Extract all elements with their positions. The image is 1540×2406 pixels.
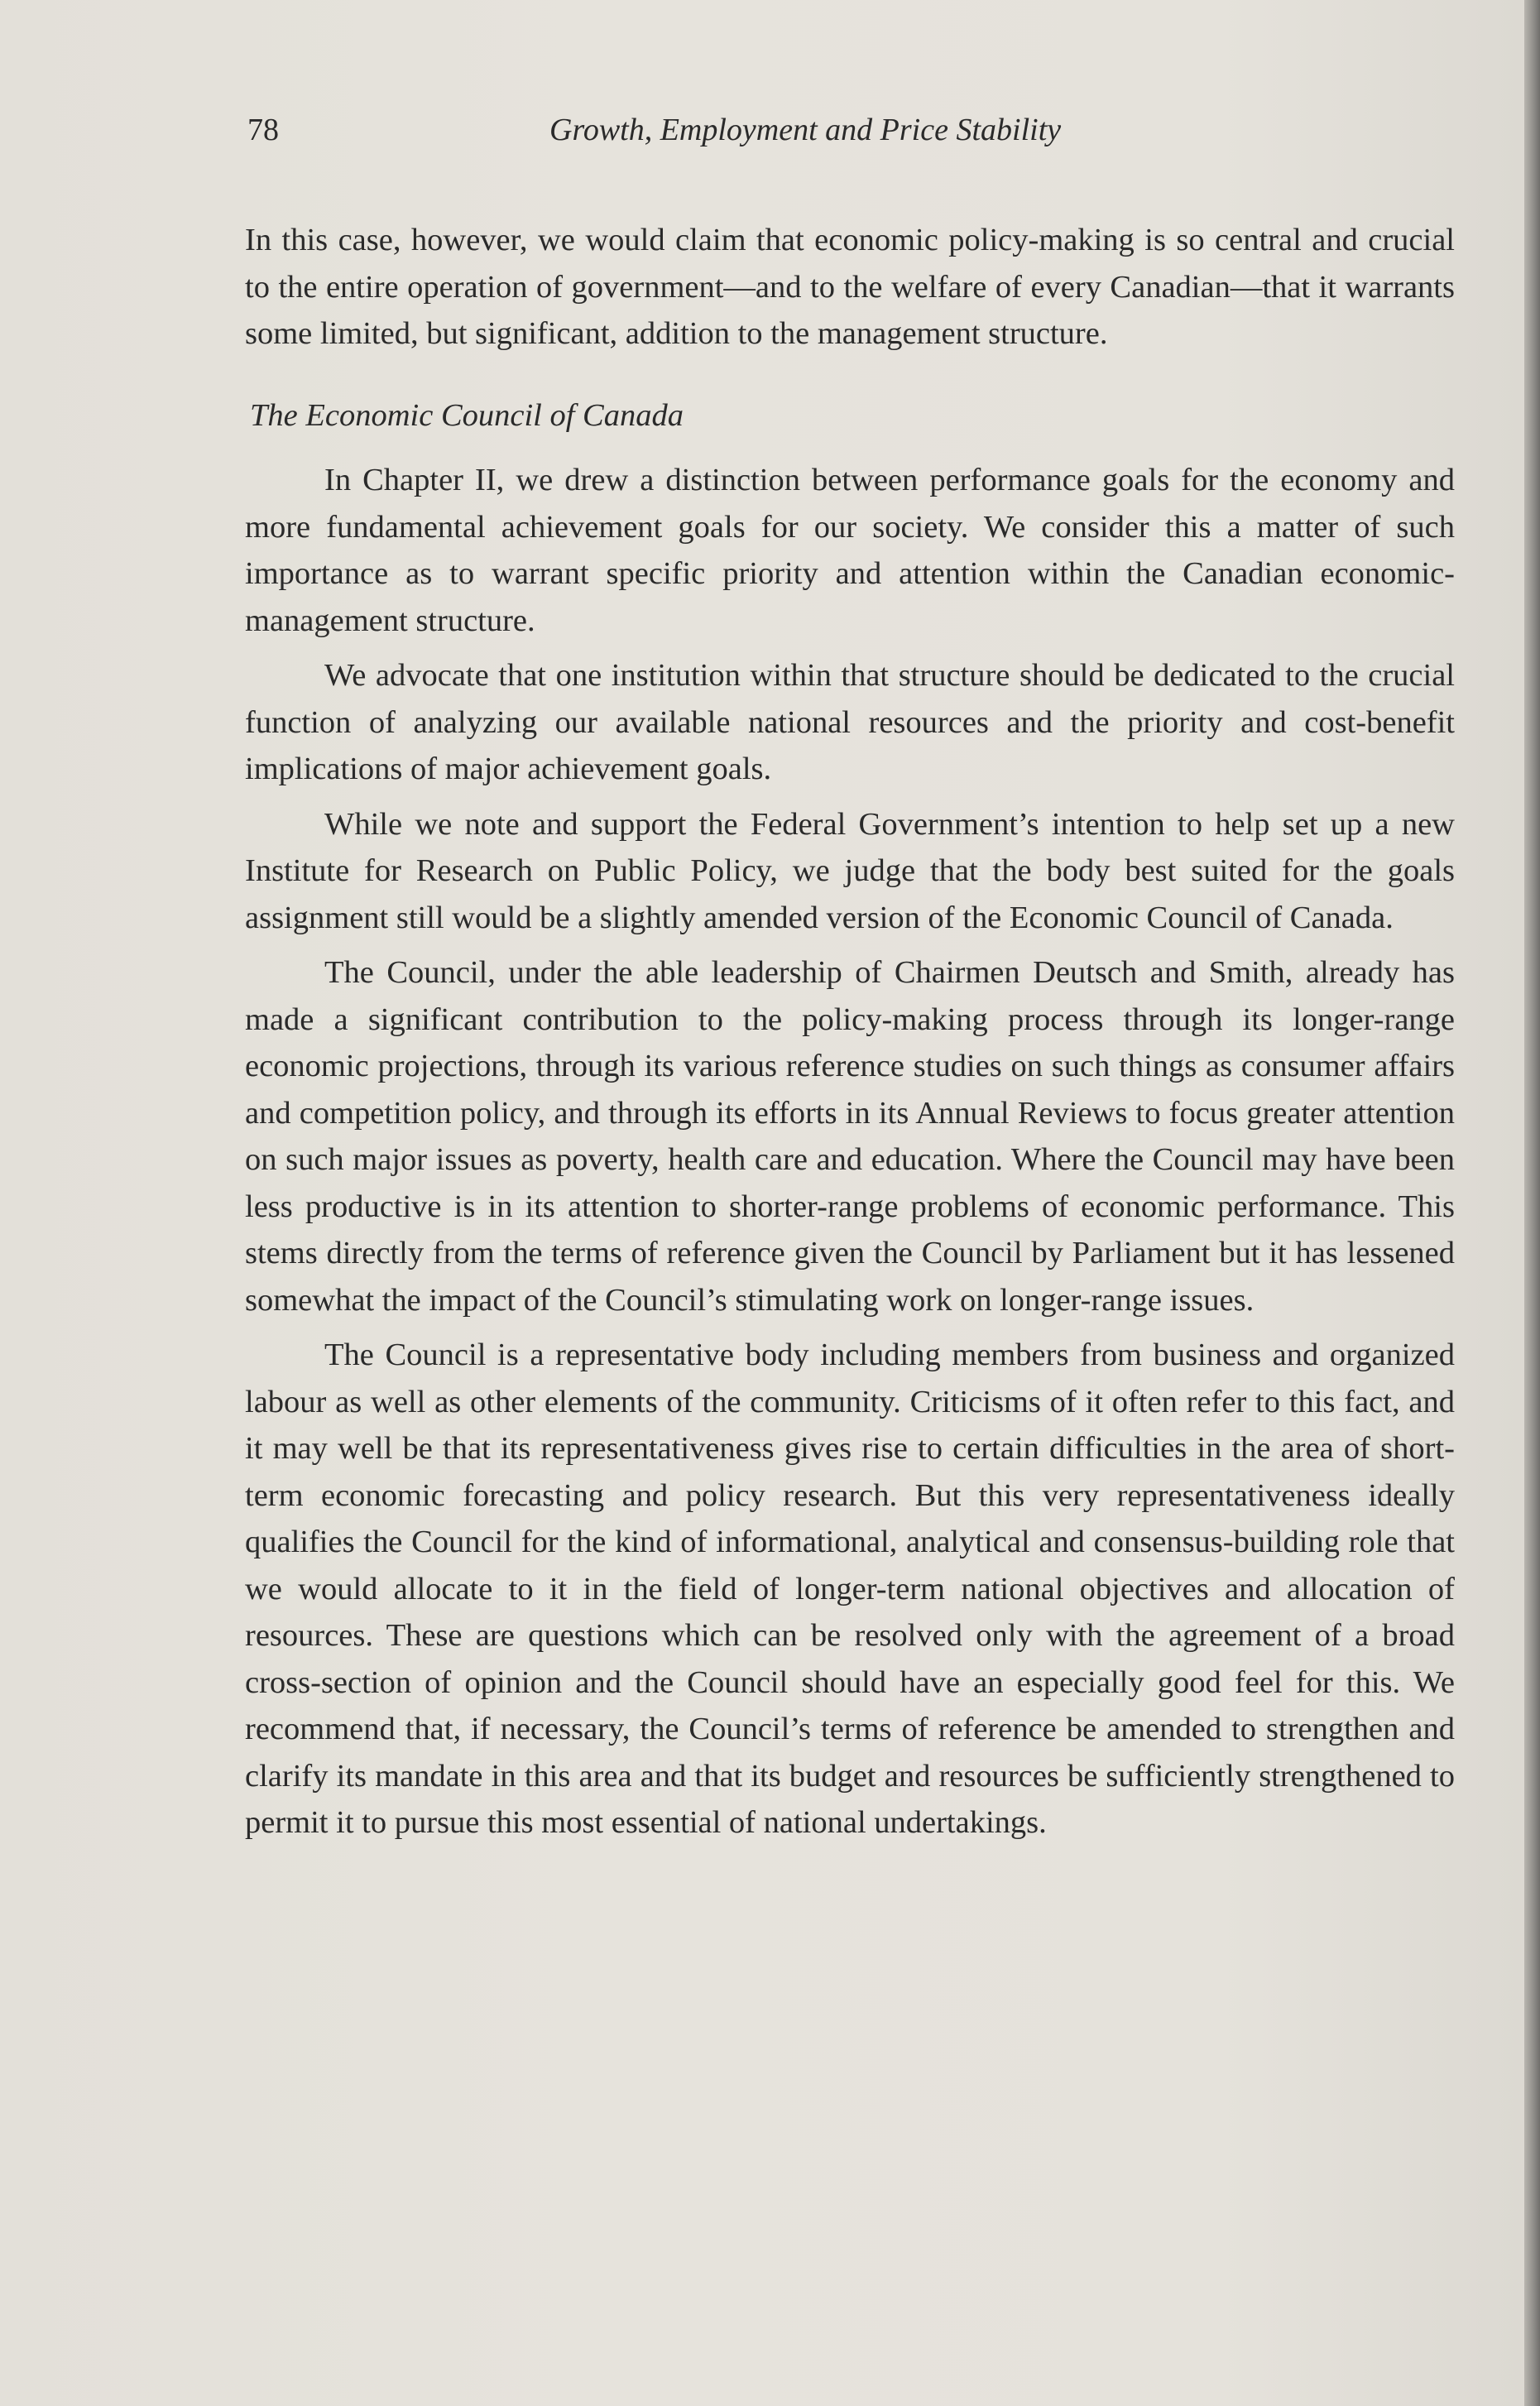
body-paragraph: The Council is a representative body including members from business and organized labour as well as other elements of the community. Criticisms of it often refer to this fact, and it may well be that its representativeness gives rise to certain difficulties in the area of short-term economic forecasting and policy research. But this very representativeness ideally qualifies the Council for the kind of informational, analytical and consensus-building role that we would allocate to it in the field of longer-term national objectives and allocation of resources. These are questions which can be resolved only with the agreement of a broad cross-section of opinion and the Council should have an especially good feel for this. We recommend that, if necessary, the Council’s terms of reference be amended to strengthen and clarify its mandate in this area and that its budget and resources be sufficiently strengthened to permit it to pursue this most essential of national undertakings. bbox=[245, 1337, 1455, 1840]
body-paragraph: In Chapter II, we drew a distinction between performance goals for the economy and more fundamental achievement goals for our society. We consider this a matter of such importance as to warrant specific priority and attention within the Canadian economic-management structure. bbox=[245, 463, 1455, 638]
page-header bbox=[247, 112, 1456, 161]
section-heading: The Economic Council of Canada bbox=[250, 397, 684, 433]
page-body bbox=[245, 217, 1455, 1847]
body-paragraph: While we note and support the Federal Government’s intention to help set up a new Institute for Research on Public Policy, we judge that the body best suited for the goals assignment still would be a slightly amended version of the Economic Council of Canada. bbox=[245, 806, 1455, 935]
body-paragraph: We advocate that one institution within that structure should be dedicated to the crucial function of analyzing our available national resources and the priority and cost-benefit implications of major achievement goals. bbox=[245, 658, 1455, 786]
page-number: 78 bbox=[247, 113, 279, 147]
body-paragraph: The Council, under the able leadership of Chairmen Deutsch and Smith, already has made a significant contribution to the policy-making process through its longer-range economic projections, through its various reference studies on such things as consumer affairs and competition policy, and through its efforts in its Annual Reviews to focus greater attention on such major issues as poverty, health care and education. Where the Council may have been less productive is in its attention to shorter-range problems of economic performance. This stems directly from the terms of reference given the Council by Parliament but it has lessened somewhat the impact of the Council’s stimulating work on longer-range issues. bbox=[245, 955, 1455, 1318]
running-title: Growth, Employment and Price Stability bbox=[549, 113, 1062, 147]
intro-paragraph: In this case, however, we would claim that economic policy-making is so central and crucial to the entire operation of government—and to the welfare of every Canadian—that it warrants some limited, but significant, addition to the management structure. bbox=[245, 223, 1455, 351]
page-edge-shadow bbox=[1524, 0, 1540, 2406]
